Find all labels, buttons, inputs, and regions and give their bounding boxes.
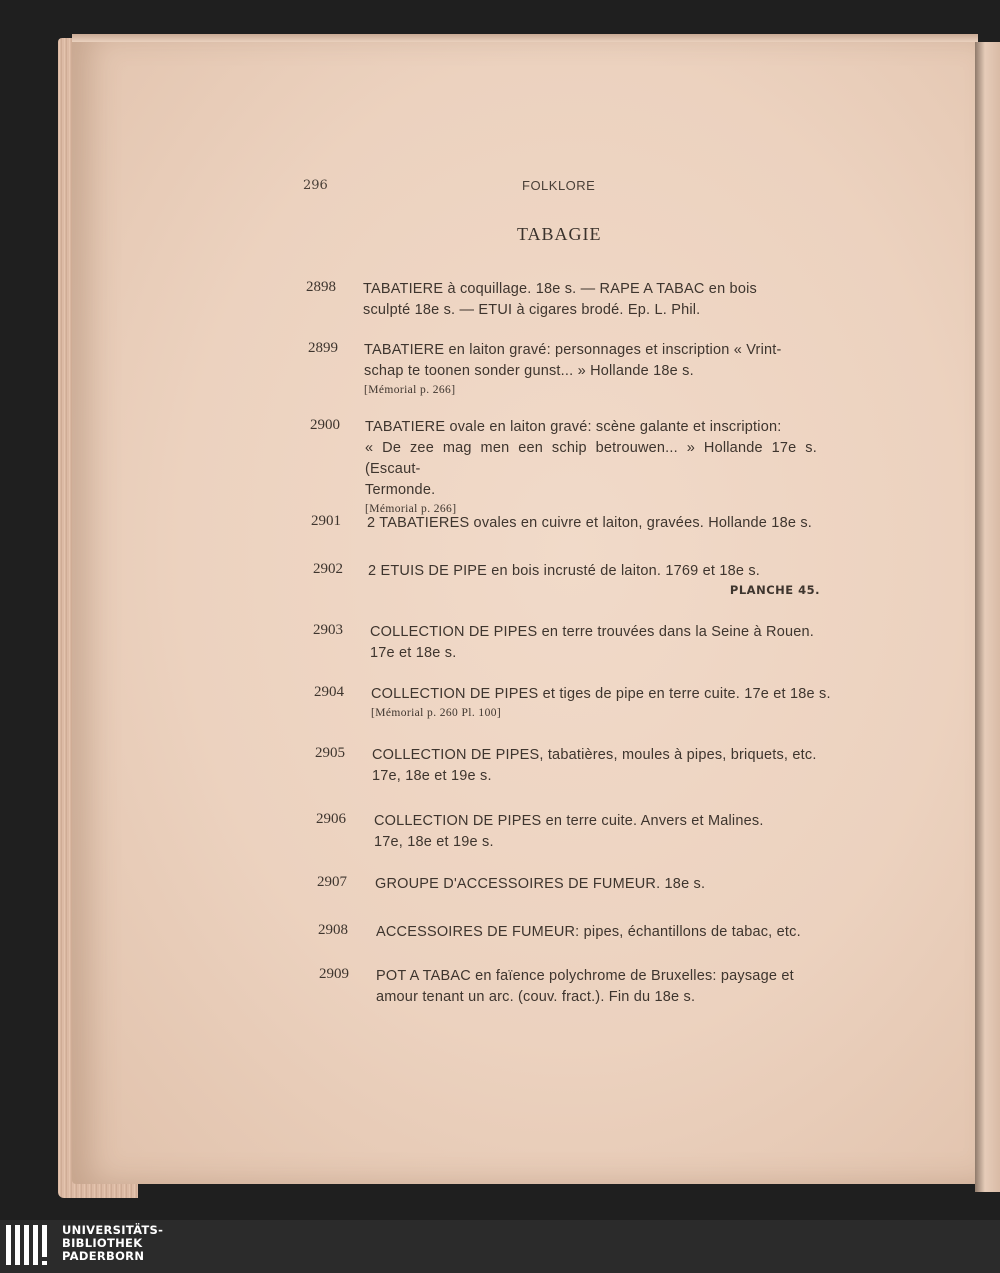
entry-line: COLLECTION DE PIPES et tiges de pipe en terre cuite. 17e et 18e s.	[371, 686, 831, 702]
entry-number: 2899	[308, 340, 338, 356]
entry-line: 2 ETUIS DE PIPE en bois incrusté de laiton. 1769 et 18e s.	[368, 563, 761, 579]
entry-text	[368, 561, 820, 598]
entry-text	[367, 513, 829, 534]
entry-number: 2908	[318, 922, 348, 938]
entry-line: 17e, 18e et 19e s.	[374, 834, 494, 850]
entry-text	[376, 922, 828, 943]
library-logo-icon	[6, 1225, 54, 1267]
entry-line: 2 TABATIERES ovales en cuivre et laiton, gravées. Hollande 18e s.	[367, 515, 813, 531]
entry-line: TABATIERE ovale en laiton gravé: scène galante et inscription:	[365, 419, 782, 435]
entry-number: 2901	[311, 513, 341, 529]
library-logo-text	[62, 1224, 163, 1263]
memorial-reference: [Mémorial p. 260 Pl. 100]	[371, 707, 502, 719]
entry-text	[374, 811, 826, 853]
entry-text	[363, 279, 819, 321]
page	[72, 34, 978, 1184]
memorial-reference: [Mémorial p. 266]	[364, 384, 456, 396]
entry-text	[364, 340, 816, 399]
plate-reference: PLANCHE 45.	[729, 583, 820, 597]
entry-number: 2902	[313, 561, 343, 577]
entry-line: amour tenant un arc. (couv. fract.). Fin du 18e s.	[376, 989, 696, 1005]
entry-line: COLLECTION DE PIPES en terre trouvées dans la Seine à Rouen.	[370, 624, 814, 640]
logo-line: BIBLIOTHEK	[62, 1236, 143, 1250]
entry-line: ACCESSOIRES DE FUMEUR: pipes, échantillons de tabac, etc.	[376, 924, 801, 940]
logo-line: UNIVERSITÄTS-	[62, 1223, 164, 1237]
page-top-edge	[72, 34, 978, 42]
entry-line: COLLECTION DE PIPES en terre cuite. Anvers et Malines.	[374, 813, 764, 829]
entry-text	[375, 874, 827, 895]
section-title: TABAGIE	[517, 224, 602, 244]
entry-number: 2907	[317, 874, 347, 890]
entry-number: 2904	[314, 684, 344, 700]
entry-text	[365, 417, 817, 518]
logo-line: PADERBORN	[62, 1249, 145, 1263]
entry-line: 17e, 18e et 19e s.	[372, 768, 492, 784]
entry-number: 2903	[313, 622, 343, 638]
entry-number: 2900	[310, 417, 340, 433]
entry-line: 17e et 18e s.	[370, 645, 457, 661]
entry-line: TABATIERE à coquillage. 18e s. — RAPE A TABAC en bois	[363, 281, 757, 297]
entry-text	[376, 966, 828, 1008]
running-title: FOLKLORE	[522, 178, 596, 193]
entry-line: COLLECTION DE PIPES, tabatières, moules à pipes, briquets, etc.	[372, 747, 817, 763]
entry-number: 2906	[316, 811, 346, 827]
entry-line: TABATIERE en laiton gravé: personnages et inscription « Vrint-	[364, 342, 782, 358]
memorial-reference: [Mémorial p. 266]	[365, 503, 457, 515]
entry-number: 2909	[319, 966, 349, 982]
entry-line: « De zee mag men een schip betrouwen... » Hollande 17e s. (Escaut-	[365, 440, 817, 477]
entry-line: sculpté 18e s. — ETUI à cigares brodé. Ep. L. Phil.	[363, 302, 701, 318]
entry-line: Termonde.	[365, 482, 436, 498]
entry-number: 2898	[306, 279, 336, 295]
entry-line: schap te toonen sonder gunst... » Hollande 18e s.	[364, 363, 694, 379]
entry-number: 2905	[315, 745, 345, 761]
entry-text	[371, 684, 833, 722]
entry-line: GROUPE D'ACCESSOIRES DE FUMEUR. 18e s.	[375, 876, 706, 892]
entry-text	[372, 745, 824, 787]
facing-page-edge	[975, 42, 1000, 1192]
entry-text	[370, 622, 822, 664]
page-number: 296	[303, 178, 328, 193]
entry-line: POT A TABAC en faïence polychrome de Bruxelles: paysage et	[376, 968, 794, 984]
